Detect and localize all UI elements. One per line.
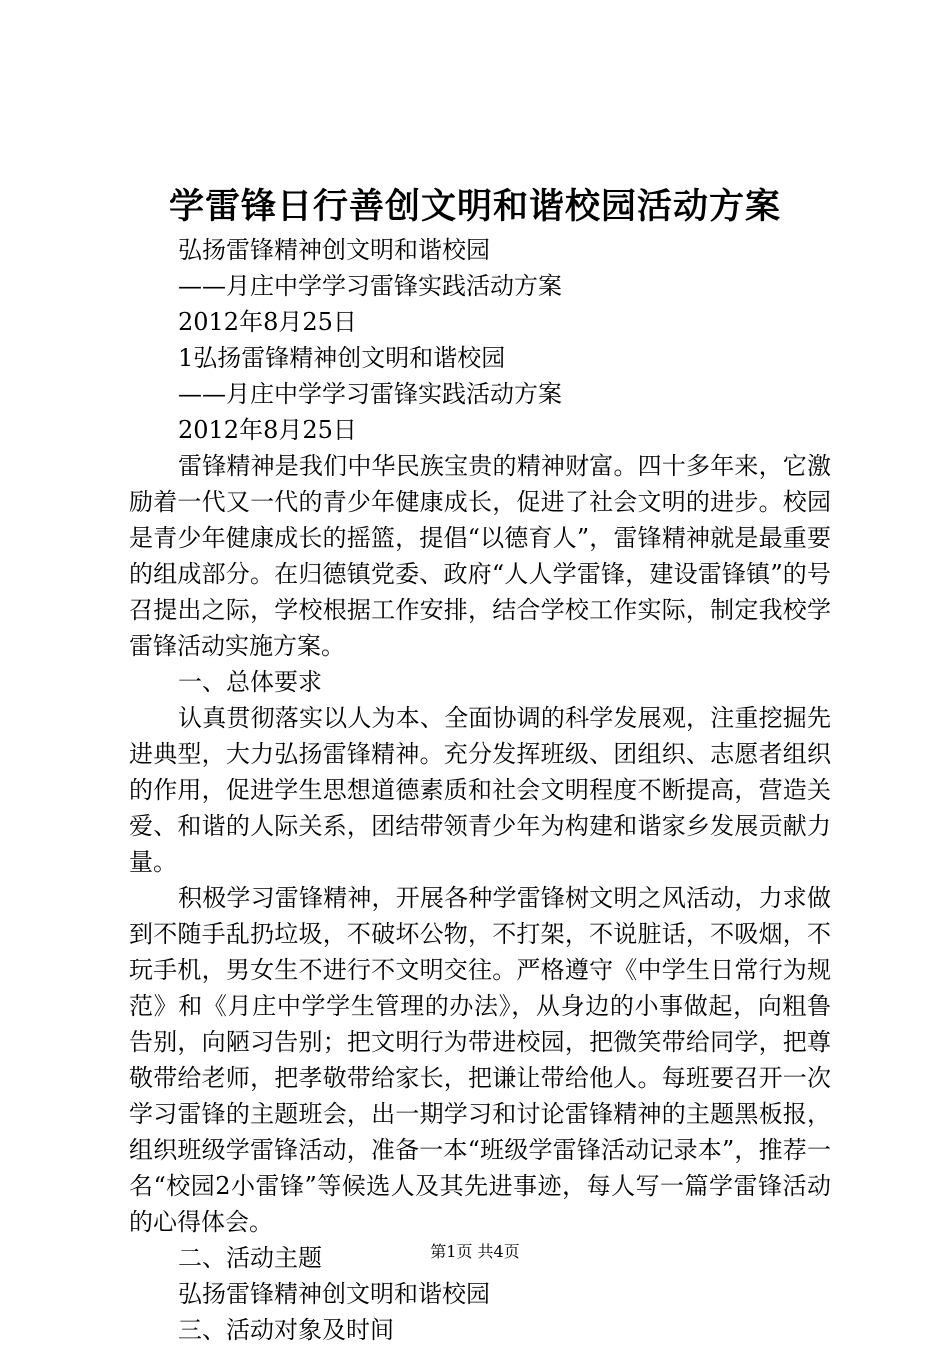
date-line: 2012年8月25日 bbox=[178, 416, 357, 444]
subtitle-line: 1弘扬雷锋精神创文明和谐校园 bbox=[178, 344, 506, 372]
document-body bbox=[129, 232, 831, 1348]
section-text: 弘扬雷锋精神创文明和谐校园 bbox=[178, 1280, 490, 1308]
section-heading: 二、活动主题 bbox=[178, 1244, 322, 1272]
section-paragraph: 认真贯彻落实以人为本、全面协调的科学发展观，注重挖掘先进典型，大力弘扬雷锋精神。充分发挥班级、团组织、志愿者组织的作用，促进学生思想道德素质和社会文明程度不断提高，营造关爱、和谐的人际关系，团结带领青少年为构建和谐家乡发展贡献力量。 bbox=[129, 704, 831, 876]
date-line: 2012年8月25日 bbox=[178, 308, 357, 336]
subtitle-line: ——月庄中学学习雷锋实践活动方案 bbox=[178, 272, 562, 300]
page-footer: 第1页 共4页 bbox=[430, 1242, 520, 1261]
section-paragraph: 积极学习雷锋精神，开展各种学雷锋树文明之风活动，力求做到不随手乱扔垃圾，不破坏公物，不打架，不说脏话，不吸烟，不玩手机，男女生不进行不文明交往。严格遵守《中学生日常行为规范》和《月庄中学学生管理的办法》，从身边的小事做起，向粗鲁告别，向陋习告别；把文明行为带进校园，把微笑带给同学，把尊敬带给老师，把孝敬带给家长，把谦让带给他人。每班要召开一次学习雷锋的主题班会，出一期学习和讨论雷锋精神的主题黑板报，组织班级学雷锋活动，准备一本“班级学雷锋活动记录本”，推荐一名“校园2小雷锋”等候选人及其先进事迹，每人写一篇学雷锋活动的心得体会。 bbox=[129, 884, 831, 1236]
section-heading: 一、总体要求 bbox=[178, 668, 322, 696]
subtitle-line: 弘扬雷锋精神创文明和谐校园 bbox=[178, 236, 490, 264]
section-heading: 三、活动对象及时间 bbox=[178, 1316, 394, 1344]
subtitle-line: ——月庄中学学习雷锋实践活动方案 bbox=[178, 380, 562, 408]
intro-paragraph: 雷锋精神是我们中华民族宝贵的精神财富。四十多年来，它激励着一代又一代的青少年健康成长，促进了社会文明的进步。校园是青少年健康成长的摇篮，提倡“以德育人”，雷锋精神就是最重要的组成部分。在归德镇党委、政府“人人学雷锋，建设雷锋镇”的号召提出之际，学校根据工作安排，结合学校工作实际，制定我校学雷锋活动实施方案。 bbox=[129, 452, 831, 660]
document-title: 学雷锋日行善创文明和谐校园活动方案 bbox=[168, 186, 781, 227]
